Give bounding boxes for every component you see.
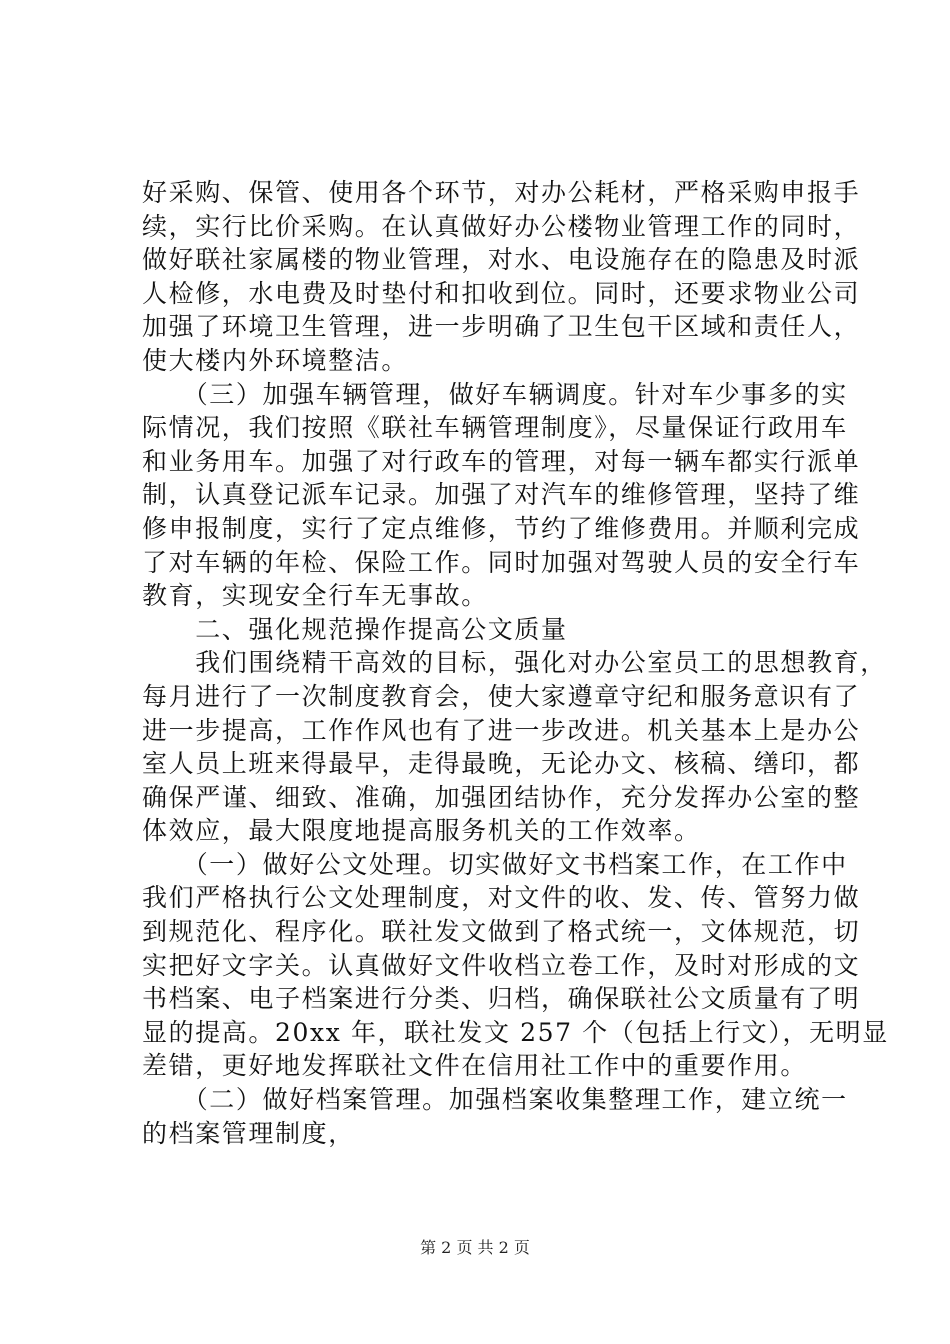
text-line: 了对车辆的年检、保险工作。同时加强对驾驶人员的安全行车 [142, 547, 861, 577]
text-line: 到规范化、程序化。联社发文做到了格式统一，文体规范，切 [142, 917, 861, 947]
text-line: 做好联社家属楼的物业管理，对水、电设施存在的隐患及时派 [142, 245, 861, 275]
text-line: 制，认真登记派车记录。加强了对汽车的维修管理，坚持了维 [142, 480, 861, 510]
text-line: 的档案管理制度， [142, 1118, 355, 1148]
section-heading: 二、强化规范操作提高公文质量 [142, 614, 568, 644]
text-line: 书档案、电子档案进行分类、归档，确保联社公文质量有了明 [142, 984, 861, 1014]
text-line: 每月进行了一次制度教育会，使大家遵章守纪和服务意识有了 [142, 681, 861, 711]
text-line: 修申报制度，实行了定点维修，节约了维修费用。并顺利完成 [142, 513, 861, 543]
text-line: 显的提高。20xx 年，联社发文 257 个（包括上行文），无明显 [142, 1017, 889, 1047]
text-line: 我们严格执行公文处理制度，对文件的收、发、传、管努力做 [142, 883, 861, 913]
text-line: 好采购、保管、使用各个环节，对办公耗材，严格采购申报手 [142, 178, 861, 207]
text-line: 教育，实现安全行车无事故。 [142, 581, 488, 611]
text-line: （一）做好公文处理。切实做好文书档案工作，在工作中 [142, 849, 848, 879]
text-line: 我们围绕精干高效的目标，强化对办公室员工的思想教育， [142, 648, 887, 678]
document-body [142, 176, 889, 1150]
text-line: 实把好文字关。认真做好文件收档立卷工作，及时对形成的文 [142, 950, 861, 980]
text-line: 体效应，最大限度地提高服务机关的工作效率。 [142, 816, 701, 846]
text-line: 差错，更好地发挥联社文件在信用社工作中的重要作用。 [142, 1051, 808, 1081]
text-line: 续，实行比价采购。在认真做好办公楼物业管理工作的同时， [142, 211, 861, 241]
text-line: 进一步提高，工作作风也有了进一步改进。机关基本上是办公 [142, 715, 861, 745]
text-line: 使大楼内外环境整洁。 [142, 345, 409, 375]
text-line: （二）做好档案管理。加强档案收集整理工作，建立统一 [142, 1085, 848, 1115]
text-line: 室人员上班来得最早，走得最晚，无论办文、核稿、缮印，都 [142, 749, 861, 779]
text-line: 际情况，我们按照《联社车辆管理制度》，尽量保证行政用车 [142, 413, 848, 443]
text-line: 人检修，水电费及时垫付和扣收到位。同时，还要求物业公司 [142, 278, 861, 308]
text-line: 确保严谨、细致、准确，加强团结协作，充分发挥办公室的整 [142, 782, 861, 812]
text-line: （三）加强车辆管理，做好车辆调度。针对车少事多的实 [142, 379, 848, 409]
text-line: 和业务用车。加强了对行政车的管理，对每一辆车都实行派单 [142, 446, 861, 476]
page-number-footer: 第 2 页 共 2 页 [420, 1238, 530, 1257]
text-line: 加强了环境卫生管理，进一步明确了卫生包干区域和责任人， [142, 312, 861, 342]
